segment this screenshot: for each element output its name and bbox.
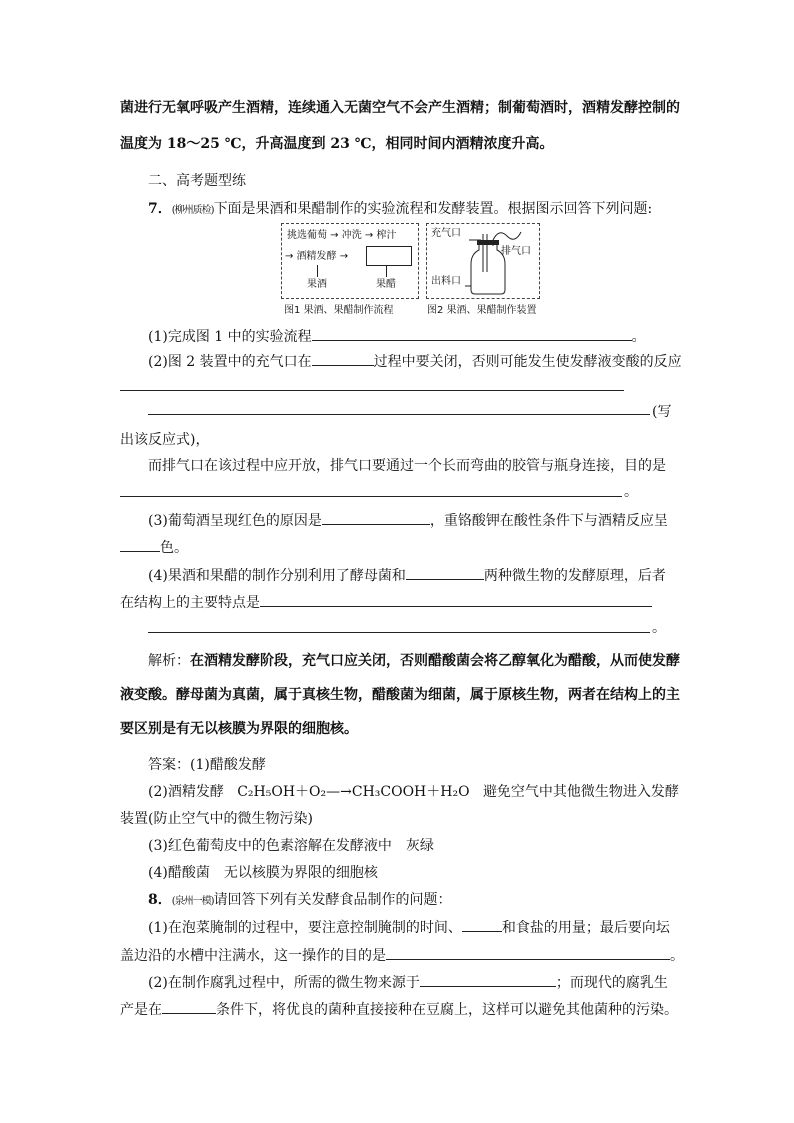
q7-part3-text-a: (3)葡萄酒呈现红色的原因是 (148, 513, 322, 529)
q7-part3 (148, 510, 668, 531)
q7-part3-blank-1[interactable] (322, 510, 430, 525)
q7-part4-end: 。 (652, 620, 666, 636)
q7-part2-blank-line-2[interactable] (148, 414, 650, 415)
q7-part2-blank-1[interactable] (312, 351, 374, 366)
q7-part4-cont (120, 592, 652, 613)
analysis-line-3: 要区别是有无以核膜为界限的细胞核。 (120, 721, 358, 737)
q7-part2-text-a: (2)图 2 装置中的充气口在 (148, 354, 312, 370)
fig1-row2: → 酒精发酵 → (285, 251, 349, 262)
q8-source: (泉州一模) (171, 896, 214, 907)
q7-part4-text-b: 两种微生物的发酵原理，后者 (483, 568, 666, 584)
figure-2-apparatus (426, 223, 540, 299)
q7-part2-text-c: 出该反应式)， (120, 432, 210, 448)
q7-part1-text: (1)完成图 1 中的实验流程 (148, 329, 312, 345)
fig2-outlet-label: 排气口 (501, 246, 531, 257)
q8-part1-cont (120, 945, 684, 966)
fig1-arrow-down-2 (386, 265, 387, 277)
figure-1-flowchart (281, 223, 419, 299)
answer-line-2-cont: 装置(防止空气中的微生物污染) (120, 811, 313, 827)
fig2-caption: 图2 果酒、果醋制作装置 (427, 305, 537, 316)
q8-part2-blank-2[interactable] (162, 999, 216, 1014)
answer-2-arrow: —→ (326, 784, 352, 800)
q7-part1 (148, 326, 646, 347)
q8-part1-blank-1[interactable] (462, 917, 502, 932)
section-title: 二、高考题型练 (148, 173, 246, 189)
answer-label: 答案： (148, 757, 190, 773)
intro-line-1: 菌进行无氧呼吸产生酒精，连续通入无菌空气不会产生酒精；制葡萄酒时，酒精发酵控制的 (120, 100, 680, 116)
q7-part3-text-b: ，重铬酸钾在酸性条件下与酒精反应呈 (429, 513, 668, 529)
answer-2-products: CH₃COOH＋H₂O (351, 784, 470, 800)
answer-2-reactants: C₂H₅OH＋O₂ (237, 784, 327, 800)
q8-stem-text: 请回答下列有关发酵食品制作的问题： (213, 892, 452, 908)
q7-part2-blank-line-1[interactable] (120, 390, 624, 391)
fig2-discharge-label: 出料口 (431, 276, 461, 287)
q8-number: 8． (148, 892, 172, 908)
fig1-arrow-down-1 (317, 265, 318, 277)
q7-part2 (148, 351, 682, 372)
fig1-blank-box (366, 246, 412, 266)
q8-part2-text-a: (2)在制作腐乳过程中，所需的微生物来源于 (148, 975, 420, 991)
q7-stem (148, 199, 652, 221)
answer-1: (1)醋酸发酵 (190, 757, 266, 773)
fermentation-bottle-icon (427, 224, 539, 298)
fig1-out-vinegar: 果醋 (376, 279, 396, 290)
q8-part2-text-d: 条件下，将优良的菌种直接接种在豆腐上，这样可以避免其他菌种的污染。 (216, 1002, 678, 1018)
q8-part2 (148, 972, 668, 993)
answer-2-pre: (2)酒精发酵 (148, 784, 224, 800)
q7-part3-blank-2[interactable] (120, 537, 160, 552)
q8-part1-text-a: (1)在泡菜腌制的过程中，要注意控制腌制的时间、 (148, 920, 462, 936)
q8-stem (148, 890, 452, 912)
q8-part2-cont (120, 999, 678, 1020)
q7-part4-blank-1[interactable] (406, 565, 484, 580)
q7-part1-end: 。 (631, 329, 646, 345)
q8-part1-text-c: 盖边沿的水槽中注满水，这一操作的目的是 (120, 948, 386, 964)
q7-part2-blank-line-3[interactable] (120, 496, 622, 497)
answer-2-post: 避免空气中其他微生物进入发酵 (482, 784, 679, 800)
q7-part4-text-a: (4)果酒和果醋的制作分别利用了酵母菌和 (148, 568, 406, 584)
fig2-inlet-label: 充气口 (431, 228, 461, 239)
q8-part1 (148, 917, 670, 938)
analysis-line-2: 液变酸。酵母菌为真菌，属于真核生物，醋酸菌为细菌，属于原核生物，两者在结构上的主 (120, 687, 680, 703)
q8-part1-text-b: 和食盐的用量；最后要向坛 (501, 920, 670, 936)
q7-part4 (148, 565, 666, 586)
answer-line-2 (148, 782, 679, 802)
answer-line-3: (3)红色葡萄皮中的色素溶解在发酵液中 灰绿 (148, 838, 434, 854)
analysis-text-1: 在酒精发酵阶段，充气口应关闭，否则醋酸菌会将乙醇氧化为醋酸，从而使发酵 (190, 653, 680, 669)
analysis-label: 解析： (148, 653, 190, 669)
fig1-caption: 图1 果酒、果醋制作流程 (284, 305, 394, 316)
q7-part2-end: 。 (624, 484, 638, 500)
q7-number: 7． (148, 201, 172, 217)
q7-part2-text-b: 过程中要关闭，否则可能发生使发酵液变酸的反应 (373, 354, 682, 370)
q8-part2-text-c: 产是在 (120, 1002, 162, 1018)
q8-part2-text-b: ；而现代的腐乳生 (555, 975, 668, 991)
answer-line-1 (148, 755, 266, 775)
fig1-out-wine: 果酒 (307, 279, 327, 290)
q8-part1-end: 。 (670, 948, 684, 964)
q8-part2-blank-1[interactable] (420, 972, 556, 987)
analysis-line-1 (148, 651, 680, 671)
intro-line-2: 温度为 18～25 ℃，升高温度到 23 ℃，相同时间内酒精浓度升高。 (120, 136, 554, 152)
q7-part2-text-d: 而排气口在该过程中应开放，排气口要通过一个长而弯曲的胶管与瓶身连接，目的是 (148, 458, 666, 474)
q7-part3-cont (120, 537, 188, 558)
q7-part4-text-c: 在结构上的主要特点是 (120, 595, 260, 611)
q7-part3-text-c: 色。 (160, 540, 188, 556)
answer-line-4: (4)醋酸菌 无以核膜为界限的细胞核 (148, 865, 378, 881)
q7-part4-blank-2[interactable] (260, 592, 652, 607)
q7-part4-blank-line[interactable] (148, 632, 650, 633)
q7-source: (柳州质检) (171, 205, 214, 216)
q7-stem-text: 下面是果酒和果醋制作的实验流程和发酵装置。根据图示回答下列问题: (213, 201, 653, 217)
q8-part1-blank-2[interactable] (386, 945, 670, 960)
fig1-row1: 挑选葡萄 → 冲洗 → 榨汁 (287, 230, 397, 241)
q7-part1-blank[interactable] (312, 326, 632, 341)
q7-part2-write: (写 (652, 404, 672, 420)
